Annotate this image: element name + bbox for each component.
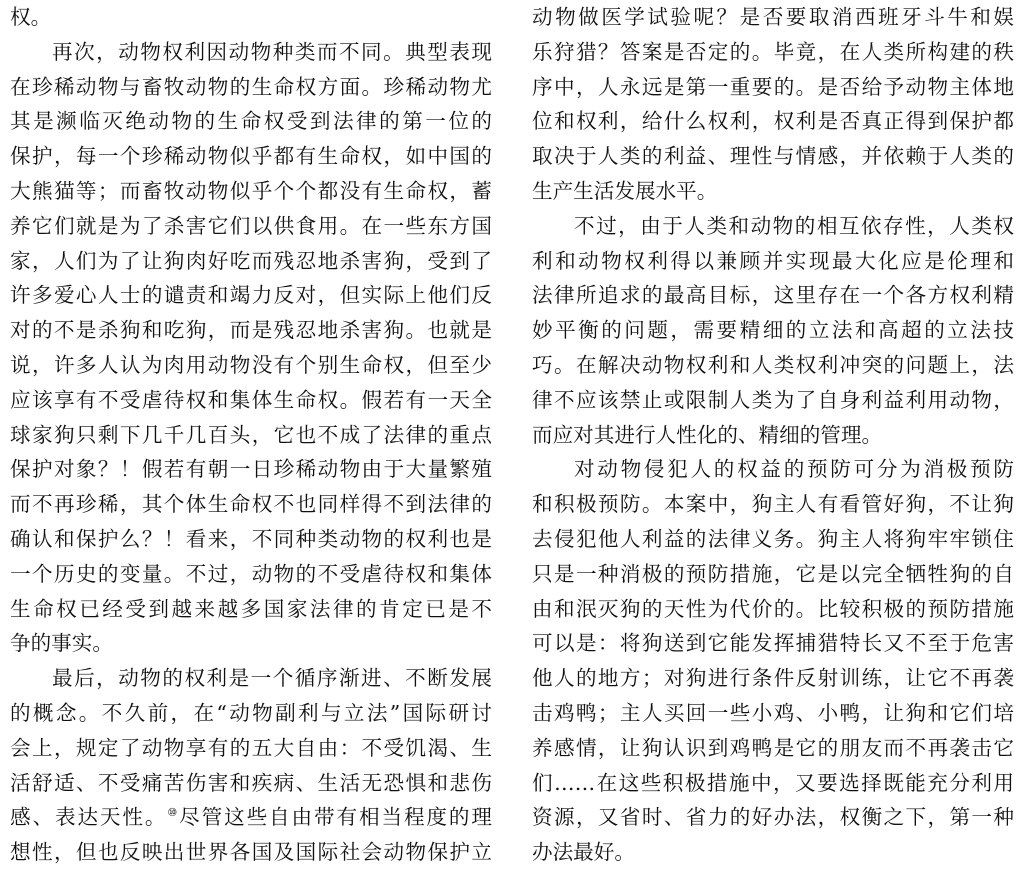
text-line: [10, 383, 492, 418]
text-line: [10, 626, 492, 661]
line-text: 利和动物权利得以兼顾并实现最大化应是伦理和: [532, 248, 1014, 273]
text-line: [532, 557, 1014, 592]
line-text: 的概念。不久前，在“动物副利与立法”国际研讨: [10, 700, 492, 725]
text-line: [10, 278, 492, 313]
text-line: [10, 731, 492, 766]
text-line: [10, 452, 492, 487]
line-text: 只是一种消极的预防措施，它是以完全牺牲狗的自: [532, 561, 1014, 586]
text-line: [10, 592, 492, 627]
text-line: [532, 35, 1014, 70]
line-text: 们……在这些积极措施中，又要选择既能充分利用: [532, 770, 1014, 795]
text-line: [532, 348, 1014, 383]
text-line: [532, 626, 1014, 661]
line-text: 而应对其进行人性化的、精细的管理。: [532, 422, 883, 447]
text-line: [532, 452, 1014, 487]
line-text: 击鸡鸭；主人买回一些小鸡、小鸭，让狗和它们培: [532, 700, 1014, 725]
footnote-marker: ⑩: [167, 806, 180, 820]
text-line: [10, 835, 492, 870]
text-line: [532, 104, 1014, 139]
text-line: [10, 174, 492, 209]
line-text: 律不应该禁止或限制人类为了自身利益利用动物，: [532, 387, 1014, 412]
line-text: 保护，每一个珍稀动物似乎都有生命权，如中国的: [10, 144, 492, 169]
line-text: 生命权已经受到越来越多国家法律的肯定已是不: [10, 596, 492, 621]
line-text: 应该享有不受虐待权和集体生命权。假若有一天全: [10, 387, 492, 412]
text-line: [10, 522, 492, 557]
text-line: [532, 70, 1014, 105]
text-line: [532, 522, 1014, 557]
text-line: [532, 661, 1014, 696]
line-text: 会上，规定了动物享有的五大自由：不受饥渴、生: [10, 735, 492, 760]
line-text: 再次，动物权利因动物种类而不同。典型表现: [52, 39, 492, 64]
line-text: 权。: [10, 5, 52, 29]
line-text: 法律所追求的最高目标，这里存在一个各方权利精: [532, 283, 1014, 308]
line-text: 其是濒临灭绝动物的生命权受到法律的第一位的: [10, 109, 492, 134]
text-line: [10, 696, 492, 731]
line-text: 家，人们为了让狗肉好吃而残忍地杀害狗，受到了: [10, 248, 492, 273]
line-text: 说，许多人认为肉用动物没有个别生命权，但至少: [10, 352, 492, 377]
text-line: [10, 104, 492, 139]
line-text: 他人的地方；对狗进行条件反射训练，让它不再袭: [532, 666, 1014, 691]
text-line: [10, 487, 492, 522]
text-line: [10, 35, 492, 70]
line-text: 大熊猫等；而畜牧动物似乎个个都没有生命权，蓄: [10, 178, 492, 203]
text-line: [10, 800, 492, 835]
line-text: 由和泯灭狗的天性为代价的。比较积极的预防措施: [532, 596, 1014, 621]
line-text: 办法最好。: [532, 840, 635, 865]
text-line: [10, 70, 492, 105]
text-line: [532, 731, 1014, 766]
line-text: 想性，但也反映出世界各国及国际社会动物保护立: [10, 840, 492, 865]
line-text-tail: 尽管这些自由带有相当程度的理: [179, 805, 492, 830]
text-line: [532, 766, 1014, 801]
line-text: 巧。在解决动物权利和人类权利冲突的问题上，法: [532, 352, 1014, 377]
line-text: 养它们就是为了杀害它们以供食用。在一些东方国: [10, 213, 492, 238]
text-line: [10, 348, 492, 383]
text-line: [532, 835, 1014, 870]
line-text: 一个历史的变量。不过，动物的不受虐待权和集体: [10, 561, 492, 586]
text-line: [10, 766, 492, 801]
text-line: [10, 0, 492, 35]
text-line: [10, 244, 492, 279]
text-line: [10, 418, 492, 453]
line-text: 球家狗只剩下几千几百头，它也不成了法律的重点: [10, 422, 492, 447]
line-text: 养感情，让狗认识到鸡鸭是它的朋友而不再袭击它: [532, 735, 1014, 760]
line-text: 取决于人类的利益、理性与情感，并依赖于人类的: [532, 144, 1014, 169]
line-text: 保护对象？！假若有朝一日珍稀动物由于大量繁殖: [10, 457, 492, 482]
line-text: 序中，人永远是第一重要的。是否给予动物主体地: [532, 74, 1014, 99]
text-line: [532, 800, 1014, 835]
line-text: 在珍稀动物与畜牧动物的生命权方面。珍稀动物尤: [10, 74, 492, 99]
line-text: 感、表达天性。: [10, 805, 168, 830]
text-line: [10, 661, 492, 696]
line-text: 对的不是杀狗和吃狗，而是残忍地杀害狗。也就是: [10, 318, 492, 343]
text-line: [532, 696, 1014, 731]
line-text: 资源，又省时、省力的好办法，权衡之下，第一种: [532, 805, 1014, 830]
line-text: 位和权利，给什么权利，权利是否真正得到保护都: [532, 109, 1014, 134]
line-text: 确认和保护么？！看来，不同种类动物的权利也是: [10, 526, 492, 551]
line-text: 和积极预防。本案中，狗主人有看管好狗，不让狗: [532, 492, 1014, 517]
line-text: 对动物侵犯人的权益的预防可分为消极预防: [574, 457, 1014, 482]
line-text: 许多爱心人士的谴责和竭力反对，但实际上他们反: [10, 283, 492, 308]
left-column: [10, 0, 492, 870]
text-line: [532, 139, 1014, 174]
line-text: 乐狩猎？答案是否定的。毕竟，在人类所构建的秩: [532, 39, 1014, 64]
text-line: [532, 383, 1014, 418]
line-text: 不过，由于人类和动物的相互依存性，人类权: [574, 213, 1014, 238]
line-text: 妙平衡的问题，需要精细的立法和高超的立法技: [532, 318, 1014, 343]
text-line: [10, 209, 492, 244]
text-line: [532, 174, 1014, 209]
text-line: [532, 592, 1014, 627]
text-line: [532, 278, 1014, 313]
text-line: [532, 418, 1014, 453]
text-line: [10, 557, 492, 592]
line-text: 动物做医学试验呢？是否要取消西班牙斗牛和娱: [532, 5, 1014, 29]
line-text: 而不再珍稀，其个体生命权不也同样得不到法律的: [10, 492, 492, 517]
text-line: [532, 487, 1014, 522]
text-line: [10, 139, 492, 174]
line-text: 最后，动物的权利是一个循序渐进、不断发展: [52, 666, 492, 691]
text-line: [532, 244, 1014, 279]
text-line: [532, 0, 1014, 35]
line-text: 可以是：将狗送到它能发挥捕猎特长又不至于危害: [532, 631, 1014, 656]
line-text: 活舒适、不受痛苦伤害和疾病、生活无恐惧和悲伤: [10, 770, 492, 795]
right-column: [532, 0, 1014, 870]
text-line: [532, 209, 1014, 244]
line-text: 去侵犯他人利益的法律义务。狗主人将狗牢牢锁住: [532, 526, 1014, 551]
text-line: [10, 313, 492, 348]
text-line: [532, 313, 1014, 348]
line-text: 生产生活发展水平。: [532, 178, 718, 203]
line-text: 争的事实。: [10, 631, 113, 656]
